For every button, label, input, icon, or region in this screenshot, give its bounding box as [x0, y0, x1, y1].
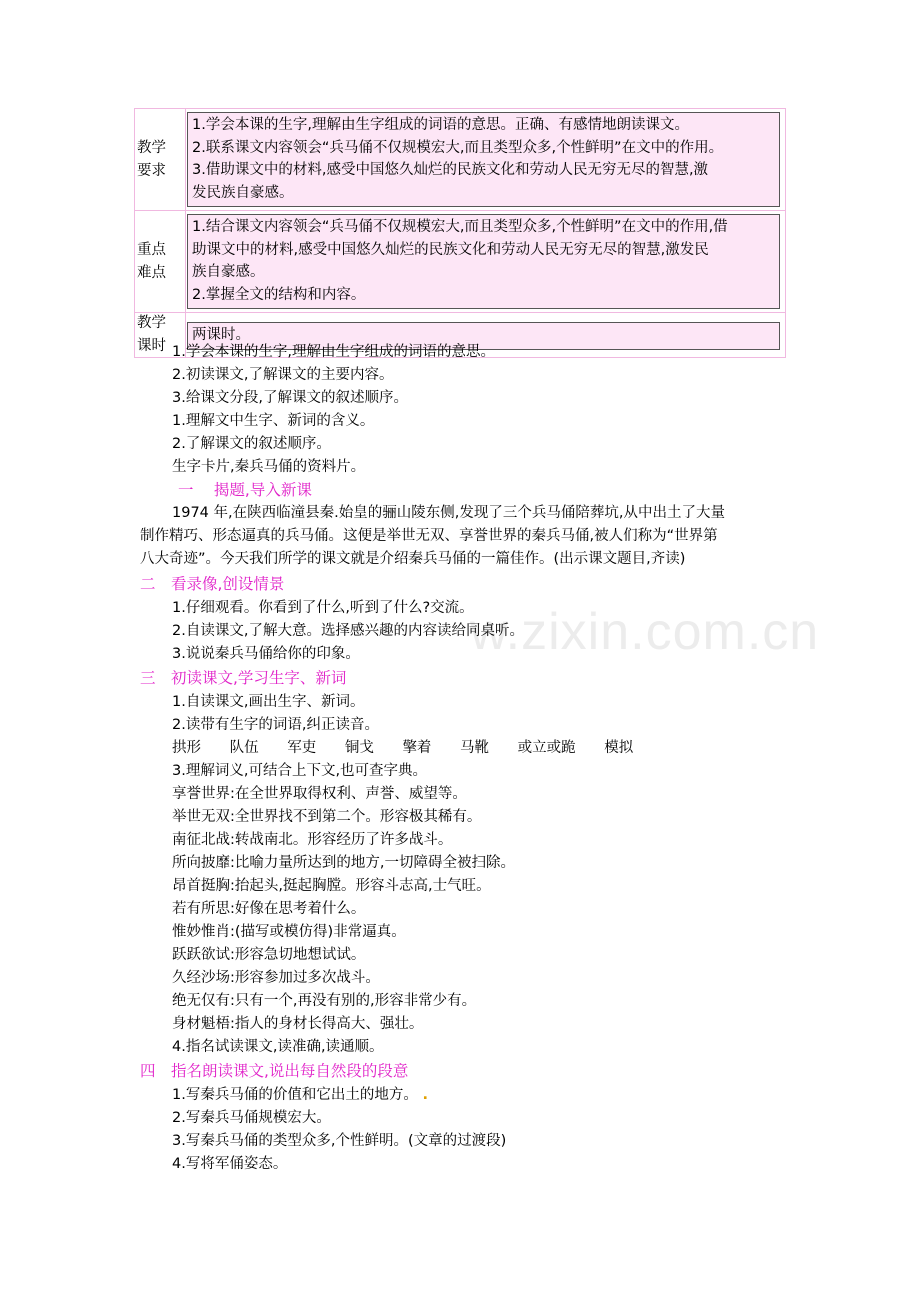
content-line: 两课时。 [192, 327, 250, 343]
content-line: 发民族自豪感。 [192, 184, 294, 201]
goal-line: 2.了解课文的叙述顺序。 [172, 436, 331, 452]
paragraph-line: 1974 年,在陕西临潼县秦.始皇的骊山陵东侧,发现了三个兵马俑陪葬坑,从中出土了大量 [172, 505, 725, 521]
list-item: 3.写秦兵马俑的类型众多,个性鲜明。(文章的过渡段) [172, 1133, 507, 1149]
vocab-word: 擎着 [402, 740, 432, 756]
vocabulary-words [172, 737, 657, 759]
list-item: 1.自读课文,画出生字、新词。 [172, 694, 365, 710]
paragraph-line: 制作精巧、形态逼真的兵马俑。这便是举世无双、享誉世界的秦兵马俑,被人们称为“世界第 [140, 528, 718, 544]
row-content [187, 214, 780, 309]
dot-mark: . [422, 1087, 428, 1103]
vocab-word: 铜戈 [344, 740, 374, 756]
definition-line: 若有所思:好像在思考着什么。 [172, 901, 366, 917]
vocab-word: 或立或跪 [517, 740, 576, 756]
goal-line: 3.给课文分段,了解课文的叙述顺序。 [172, 390, 408, 406]
goal-line: 生字卡片,秦兵马俑的资料片。 [172, 459, 366, 475]
row-label [134, 109, 186, 210]
vocab-word: 拱形 [172, 740, 201, 756]
content-line: 族自豪感。 [192, 264, 265, 280]
definition-line: 享誉世界:在全世界取得权利、声誉、威望等。 [172, 786, 467, 802]
definition-line: 惟妙惟肖:(描写或模仿得)非常逼真。 [172, 924, 406, 940]
vocab-word: 马靴 [460, 740, 490, 756]
list-item: 1.仔细观看。你看到了什么,听到了什么?交流。 [172, 600, 474, 616]
definition-line: 身材魁梧:指人的身材长得高大、强壮。 [172, 1016, 424, 1032]
list-item: 2.读带有生字的词语,纠正读音。 [172, 717, 379, 733]
row-label-line: 要求 [137, 162, 166, 179]
content-line: 1.结合课文内容领会“兵马俑不仅规模宏大,而且类型众多,个性鲜明”在文中的作用,借 [192, 219, 728, 235]
list-item: 3.理解词义,可结合上下文,也可查字典。 [172, 763, 428, 779]
list-item: 3.说说秦兵马俑给你的印象。 [172, 646, 360, 662]
list-item-text: 1.写秦兵马俑的价值和它出土的地方。 [172, 1087, 418, 1103]
list-item: 2.写秦兵马俑规模宏大。 [172, 1110, 331, 1126]
definition-line: 昂首挺胸:抬起头,挺起胸膛。形容斗志高,士气旺。 [172, 878, 491, 894]
vocab-word: 模拟 [604, 740, 634, 756]
definition-line: 绝无仅有:只有一个,再没有别的,形容非常少有。 [172, 993, 477, 1009]
goal-line: 1.学会本课的生字,理解由生字组成的词语的意思。 [172, 344, 495, 360]
definition-line: 南征北战:转战南北。形容经历了许多战斗。 [172, 832, 453, 848]
row-label-line: 教学 [137, 139, 166, 156]
content-line: 2.联系课文内容领会“兵马俑不仅规模宏大,而且类型众多,个性鲜明”在文中的作用。 [192, 139, 724, 156]
list-item [172, 1084, 428, 1106]
row-label [134, 211, 186, 312]
row-label-line: 教学 [137, 314, 166, 331]
paragraph-line: 八大奇迹”。今天我们所学的课文就是介绍秦兵马俑的一篇佳作。(出示课文题目,齐读) [140, 551, 686, 567]
definition-line: 所向披靡:比喻力量所达到的地方,一切障碍全被扫除。 [172, 855, 515, 871]
row-label-line: 课时 [137, 337, 166, 354]
row-label-line: 重点 [137, 241, 166, 258]
content-line: 3.借助课文中的材料,感受中国悠久灿烂的民族文化和劳动人民无穷无尽的智慧,激 [192, 162, 709, 178]
definition-line: 久经沙场:形容参加过多次战斗。 [172, 970, 380, 986]
list-item: 2.自读课文,了解大意。选择感兴趣的内容读给同桌听。 [172, 623, 524, 639]
watermark: w.zixin.com.cn [470, 603, 820, 661]
definition-line: 举世无双:全世界找不到第二个。形容极其稀有。 [172, 809, 482, 825]
section-heading: 一 揭题,导入新课 [178, 481, 312, 499]
section-heading: 三 初读课文,学习生字、新词 [140, 669, 347, 687]
list-item: 4.指名试读课文,读准确,读通顺。 [172, 1039, 384, 1055]
row-label-line: 难点 [137, 264, 166, 281]
content-line: 2.掌握全文的结构和内容。 [192, 286, 366, 303]
content-line: 1.学会本课的生字,理解由生字组成的词语的意思。正确、有感情地朗读课文。 [192, 117, 689, 133]
table-row-key-points [134, 210, 786, 312]
table-row-requirements [134, 108, 786, 210]
vocab-word: 军吏 [287, 740, 317, 756]
list-item: 4.写将军俑姿态。 [172, 1156, 288, 1172]
section-heading: 二 看录像,创设情景 [140, 575, 285, 593]
lesson-info-table [134, 108, 786, 358]
definition-line: 跃跃欲试:形容急切地想试试。 [172, 947, 366, 963]
vocab-word: 队伍 [229, 740, 259, 756]
goal-line: 2.初读课文,了解课文的主要内容。 [172, 367, 394, 383]
row-content [187, 112, 780, 207]
content-line: 助课文中的材料,感受中国悠久灿烂的民族文化和劳动人民无穷无尽的智慧,激发民 [192, 241, 709, 258]
section-heading: 四 指名朗读课文,说出每自然段的段意 [140, 1062, 409, 1080]
goal-line: 1.理解文中生字、新词的含义。 [172, 413, 375, 429]
